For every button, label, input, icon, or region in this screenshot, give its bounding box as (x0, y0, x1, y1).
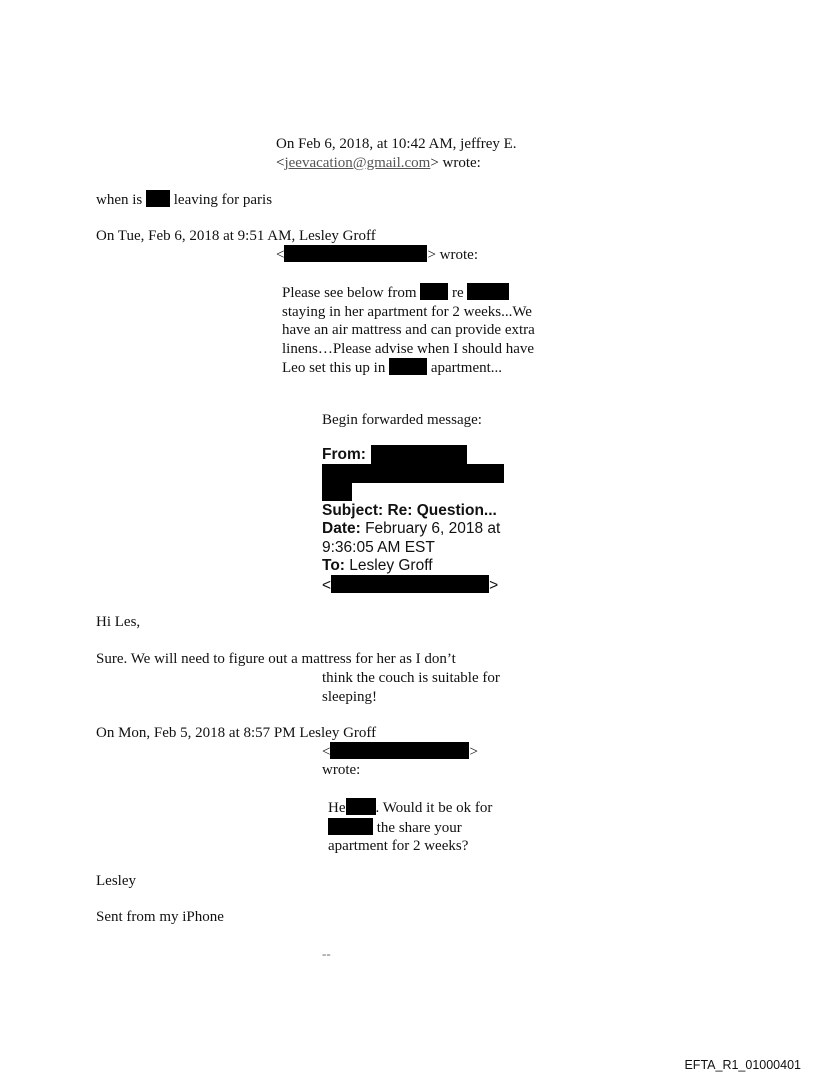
redaction-box (322, 483, 352, 501)
email2-body: Please see below from re staying in her apartment for 2 weeks...We have an air mattress and can provide extra linens…Please advise when I should have Leo set this up in apartment... (282, 285, 535, 376)
redaction-box (284, 245, 427, 262)
signature-name: Lesley (96, 873, 136, 889)
email1-header-line2: <jeevacation@gmail.com> wrote: (276, 154, 481, 171)
redaction-box (371, 445, 467, 464)
email3-line2: think the couch is suitable for sleeping! (322, 670, 500, 705)
redaction-box (346, 798, 376, 815)
redaction-box (146, 190, 170, 207)
forwarded-intro: Begin forwarded message: (322, 412, 482, 428)
sender-email-link[interactable]: jeevacation@gmail.com (284, 154, 431, 171)
email1-header-line1: On Feb 6, 2018, at 10:42 AM, jeffrey E. (276, 136, 517, 152)
forwarded-to: To: Lesley Groff (322, 557, 433, 574)
email4-header-wrote: wrote: (322, 762, 361, 778)
forwarded-subject: Subject: Re: Question... (322, 502, 497, 519)
email1-header (276, 135, 517, 172)
redaction-box (389, 358, 427, 375)
redaction-box (322, 464, 504, 483)
redaction-box (328, 818, 373, 835)
email3-line1: Sure. We will need to figure out a mattress for her as I don’t (96, 651, 456, 667)
forwarded-to-email: < > (322, 577, 499, 594)
forwarded-date: Date: February 6, 2018 at 9:36:05 AM EST (322, 520, 501, 556)
forwarded-from: From: (322, 446, 366, 463)
redaction-box (331, 575, 489, 593)
redaction-box (420, 283, 448, 300)
redaction-box (467, 283, 509, 300)
signature-dashes: -- (322, 946, 331, 961)
document-id: EFTA_R1_01000401 (684, 1058, 801, 1072)
email1-body: when is leaving for paris (96, 192, 273, 208)
email4-header-line1: On Mon, Feb 5, 2018 at 8:57 PM Lesley Groff (96, 725, 377, 741)
email2-header-line1: On Tue, Feb 6, 2018 at 9:51 AM, Lesley Groff (96, 228, 376, 244)
email4-body: He . Would it be ok for the share your apartment for 2 weeks? (328, 800, 493, 854)
email3-greeting: Hi Les, (96, 614, 141, 630)
signature-sent: Sent from my iPhone (96, 909, 224, 925)
email2-header-line2: < > wrote: (276, 247, 478, 263)
redaction-box (330, 742, 469, 759)
email4-header-line2: < > (322, 744, 478, 760)
